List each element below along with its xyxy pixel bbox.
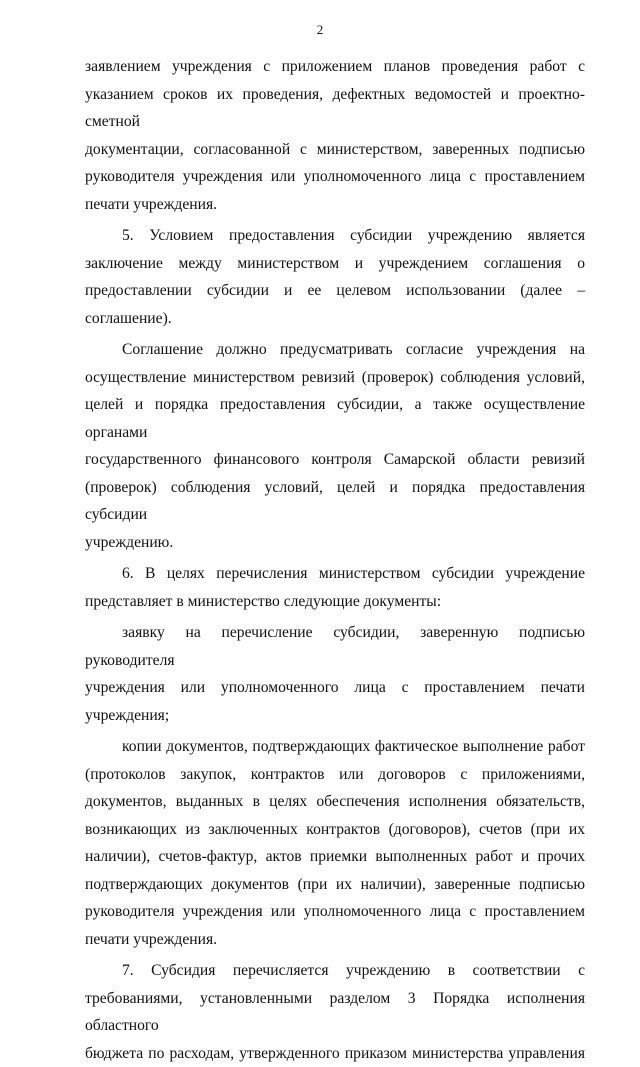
text-line: учреждения; [85, 702, 585, 730]
text-line: указанием сроков их проведения, дефектных ведомостей и проектно-сметной [85, 81, 585, 136]
text-line: наличии), счетов-фактур, актов приемки выполненных работ и прочих [85, 843, 585, 871]
text-line: требованиями, установленными разделом 3 Порядка исполнения областного [85, 985, 585, 1040]
text-line: заявлением учреждения с приложением планов проведения работ с [85, 53, 585, 81]
text-line: 6. В целях перечисления министерством субсидии учреждение [85, 560, 585, 588]
text-line: заявку на перечисление субсидии, заверенную подписью руководителя [85, 619, 585, 674]
text-line: представляет в министерство следующие документы: [85, 588, 585, 616]
text-line: документации, согласованной с министерством, заверенных подписью [85, 136, 585, 164]
text-line: печати учреждения. [85, 191, 585, 219]
text-line: (проверок) соблюдения условий, целей и порядка предоставления субсидии [85, 474, 585, 529]
text-line: 5. Условием предоставления субсидии учреждению является [85, 222, 585, 250]
paragraph-item-7 [85, 957, 585, 1067]
text-line: Соглашение должно предусматривать согласие учреждения на [85, 336, 585, 364]
paragraph-continuation [85, 53, 585, 218]
text-line: бюджета по расходам, утвержденного приказом министерства управления [85, 1040, 585, 1067]
text-line: целей и порядка предоставления субсидии, а также осуществление органами [85, 391, 585, 446]
text-line: (протоколов закупок, контрактов или договоров с приложениями, [85, 761, 585, 789]
text-line: предоставлении субсидии и ее целевом использовании (далее – соглашение). [85, 277, 585, 332]
text-line: государственного финансового контроля Самарской области ревизий [85, 446, 585, 474]
text-line: подтверждающих документов (при их наличии), заверенные подписью [85, 871, 585, 899]
text-line: возникающих из заключенных контрактов (договоров), счетов (при их [85, 816, 585, 844]
paragraph-item-5 [85, 222, 585, 332]
text-line: руководителя учреждения или уполномоченного лица с проставлением [85, 898, 585, 926]
text-line: копии документов, подтверждающих фактическое выполнение работ [85, 733, 585, 761]
text-line: заключение между министерством и учреждением соглашения о [85, 250, 585, 278]
text-line: руководителя учреждения или уполномоченного лица с проставлением [85, 163, 585, 191]
text-line: учреждения или уполномоченного лица с проставлением печати [85, 674, 585, 702]
text-line: учреждению. [85, 529, 585, 557]
text-line: 7. Субсидия перечисляется учреждению в соответствии с [85, 957, 585, 985]
document-body [85, 53, 585, 1067]
text-line: документов, выданных в целях обеспечения исполнения обязательств, [85, 788, 585, 816]
page-number: 2 [0, 22, 640, 38]
text-line: печати учреждения. [85, 926, 585, 954]
paragraph-agreement [85, 336, 585, 556]
paragraph-application [85, 619, 585, 729]
text-line: осуществление министерством ревизий (проверок) соблюдения условий, [85, 364, 585, 392]
paragraph-item-6 [85, 560, 585, 615]
paragraph-document-copies [85, 733, 585, 953]
